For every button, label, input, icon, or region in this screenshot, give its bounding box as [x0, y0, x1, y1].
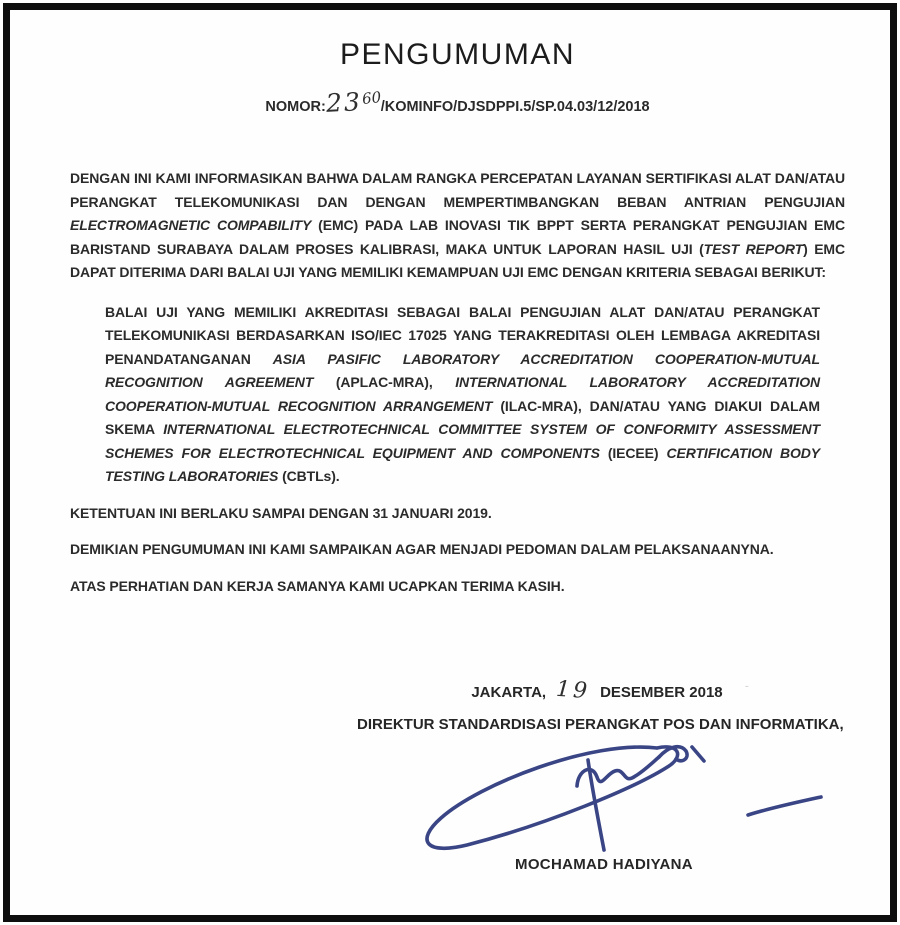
- paragraph-criteria-text: BALAI UJI YANG MEMILIKI AKREDITASI SEBAGAI BALAI PENGUJIAN ALAT DAN/ATAU PERANGKAT TELEKOMUNIKASI BERDASARKAN ISO/IEC 17025 YANG TERAKREDITASI OLEH LEMBAGA AKREDITASI PENANDATANGANAN: [105, 303, 820, 367]
- handwritten-date: 19: [555, 676, 591, 705]
- document-page: [10, 10, 890, 915]
- signer-title: DIREKTUR STANDARDISASI PERANGKAT POS DAN INFORMATIKA,: [357, 716, 844, 733]
- signature-icon: [407, 738, 847, 854]
- closing-line-1: DEMIKIAN PENGUMUMAN INI KAMI SAMPAIKAN AGAR MENJADI PEDOMAN DALAM PELAKSANAANYNA.: [70, 541, 774, 557]
- paragraph-intro-text: (EMC) PADA LAB INOVASI TIK BPPT SERTA PERANGKAT PENGUJIAN EMC BARISTAND SURABAYA DALAM PROSES KALIBRASI, MAKA UNTUK LAPORAN HASIL UJI (: [70, 217, 845, 257]
- paragraph-criteria-italic-iecee: INTERNATIONAL ELECTROTECHNICAL COMMITTEE SYSTEM OF CONFORMITY ASSESSMENT SCHEMES FOR ELECTROTECHNICAL EQUIPMENT AND COMPONENTS: [105, 421, 820, 461]
- place-date-line: [357, 676, 837, 708]
- paragraph-intro-text: DENGAN INI KAMI INFORMASIKAN BAHWA DALAM RANGKA PERCEPATAN LAYANAN SERTIFIKASI ALAT DAN/ATAU PERANGKAT TELEKOMUNIKASI DAN DENGAN MEMPERTIMBANGKAN BEBAN ANTRIAN PENGUJIAN: [70, 170, 845, 210]
- paragraph-criteria-text: (IECEE): [599, 444, 667, 461]
- scan-artifact: ˍ: [745, 676, 749, 688]
- paragraph-criteria-text: (APLAC-MRA),: [313, 374, 456, 390]
- document-border-frame: [3, 3, 897, 922]
- paragraph-intro-italic-testreport: TEST REPORT: [703, 240, 804, 257]
- handwritten-number-small: 60: [360, 88, 382, 108]
- signer-name: MOCHAMAD HADIYANA: [515, 856, 693, 873]
- closing-line-2: ATAS PERHATIAN DAN KERJA SAMANYA KAMI UCAPKAN TERIMA KASIH.: [70, 577, 565, 594]
- validity-line: KETENTUAN INI BERLAKU SAMPAI DENGAN 31 JANUARI 2019.: [70, 504, 492, 521]
- document-number-prefix: NOMOR:: [265, 99, 326, 115]
- document-number: [70, 84, 845, 121]
- document-number-suffix: /KOMINFO/DJSDPPI.5/SP.04.03/12/2018: [380, 99, 650, 115]
- paragraph-intro: [70, 167, 845, 285]
- sign-city-label: JAKARTA,: [471, 684, 547, 701]
- paragraph-intro-text: ) EMC DAPAT DITERIMA DARI BALAI UJI YANG MEMILIKI KEMAMPUAN UJI EMC DENGAN KRITERIA SEBAGAI BERIKUT:: [70, 240, 846, 280]
- paragraph-criteria-text: (CBTLs).: [278, 468, 340, 484]
- paragraph-criteria-italic-aplac: ASIA PASIFIC LABORATORY ACCREDITATION COOPERATION-MUTUAL RECOGNITION AGREEMENT: [105, 350, 820, 390]
- announcement-title: PENGUMUMAN: [339, 38, 575, 71]
- signature-block: [357, 676, 844, 873]
- paragraph-criteria-text: (ILAC-MRA), DAN/ATAU YANG DIAKUI DALAM SKEMA: [105, 397, 820, 437]
- sign-date-text: DESEMBER 2018: [600, 684, 723, 701]
- paragraph-criteria-italic-cbtl: CERTIFICATION BODY TESTING LABORATORIES: [105, 444, 820, 484]
- paragraph-criteria-italic-ilac: INTERNATIONAL LABORATORY ACCREDITATION COOPERATION-MUTUAL RECOGNITION ARRANGEMENT: [105, 374, 821, 414]
- paragraph-intro-italic-emc: ELECTROMAGNETIC COMPABILITY: [70, 217, 312, 233]
- paragraph-criteria: [105, 301, 820, 489]
- handwritten-number-main: 23: [325, 87, 363, 118]
